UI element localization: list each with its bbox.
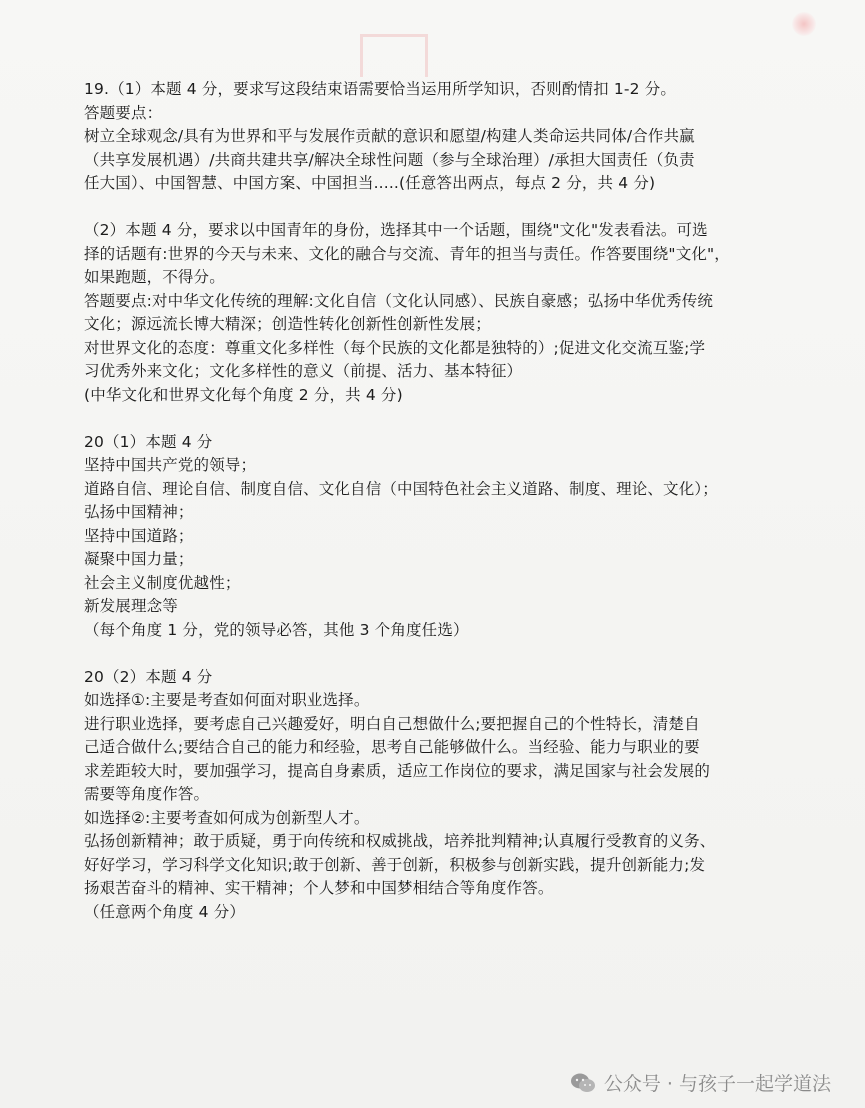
- text-line: （任意两个角度 4 分）: [84, 902, 246, 921]
- watermark-text: 公众号 · 与孩子一起学道法: [603, 1073, 831, 1095]
- text-line: （共享发展机遇）/共商共建共享/解决全球性问题（参与全球治理）/承担大国责任（负责: [84, 150, 695, 169]
- stamp-mark: [360, 34, 428, 77]
- text-line: 对世界文化的态度：尊重文化多样性（每个民族的文化都是独特的）;促进文化交流互鉴;学: [84, 338, 706, 357]
- text-line: 好好学习，学习科学文化知识;敢于创新、善于创新，积极参与创新实践，提升创新能力;发: [84, 855, 706, 874]
- text-line: 习优秀外来文化；文化多样性的意义（前提、活力、基本特征）: [84, 362, 523, 380]
- text-line: 社会主义制度优越性；: [84, 573, 241, 592]
- blank-line: [84, 196, 774, 220]
- text-line: （每个角度 1 分，党的领导必答，其他 3 个角度任选）: [84, 620, 469, 639]
- text-line: 需要等角度作答。: [84, 785, 210, 803]
- text-line: 弘扬中国精神；: [84, 503, 194, 521]
- text-line: 树立全球观念/具有为世界和平与发展作贡献的意识和愿望/构建人类命运共同体/合作共赢: [84, 127, 695, 145]
- text-line: 19.（1）本题 4 分，要求写这段结束语需要恰当运用所学知识，否则酌情扣 1-2 分。: [84, 80, 676, 98]
- text-line: 己适合做什么;要结合自己的能力和经验，思考自己能够做什么。当经验、能力与职业的要: [84, 738, 700, 756]
- text-line: 新发展理念等: [84, 597, 178, 615]
- blank-line: [84, 642, 774, 666]
- text-line: 进行职业选择，要考虑自己兴趣爱好，明白自己想做什么;要把握自己的个性特长，清楚自: [84, 714, 700, 733]
- blank-line: [84, 407, 774, 431]
- text-line: （2）本题 4 分，要求以中国青年的身份，选择其中一个话题，围绕"文化"发表看法。可选: [84, 221, 708, 239]
- text-line: 弘扬创新精神；敢于质疑，勇于向传统和权威挑战，培养批判精神;认真履行受教育的义务、: [84, 832, 716, 850]
- text-line: 20（1）本题 4 分: [84, 432, 213, 451]
- text-line: 求差距较大时，要加强学习，提高自身素质，适应工作岗位的要求，满足国家与社会发展的: [84, 761, 711, 780]
- text-line: 凝聚中国力量；: [84, 550, 194, 568]
- text-line: 20（2）本题 4 分: [84, 667, 213, 686]
- answer-key-text: [84, 78, 774, 924]
- text-line: 择的话题有:世界的今天与未来、文化的融合与交流、青年的担当与责任。作答要围绕"文化"，: [84, 244, 730, 263]
- text-line: 如果跑题，不得分。: [84, 268, 225, 286]
- text-line: 如选择①:主要是考查如何面对职业选择。: [84, 691, 370, 709]
- text-line: 坚持中国道路；: [84, 526, 194, 545]
- text-line: 坚持中国共产党的领导；: [84, 456, 257, 474]
- corner-ink-mark: [792, 12, 816, 36]
- text-line: 答题要点：: [84, 103, 163, 122]
- text-line: 道路自信、理论自信、制度自信、文化自信（中国特色社会主义道路、制度、理论、文化）；: [84, 479, 718, 498]
- text-line: 答题要点:对中华文化传统的理解:文化自信（文化认同感）、民族自豪感；弘扬中华优秀传统: [84, 291, 713, 310]
- text-line: 扬艰苦奋斗的精神、实干精神；个人梦和中国梦相结合等角度作答。: [84, 879, 554, 897]
- text-line: 任大国）、中国智慧、中国方案、中国担当.....(任意答出两点，每点 2 分，共 4 分): [84, 174, 656, 192]
- text-line: (中华文化和世界文化每个角度 2 分，共 4 分): [84, 385, 403, 404]
- text-line: 如选择②:主要考查如何成为创新型人才。: [84, 808, 370, 827]
- text-line: 文化；源远流长博大精深；创造性转化创新性创新性发展；: [84, 315, 491, 333]
- wechat-icon: [570, 1072, 596, 1094]
- watermark: [570, 1069, 831, 1096]
